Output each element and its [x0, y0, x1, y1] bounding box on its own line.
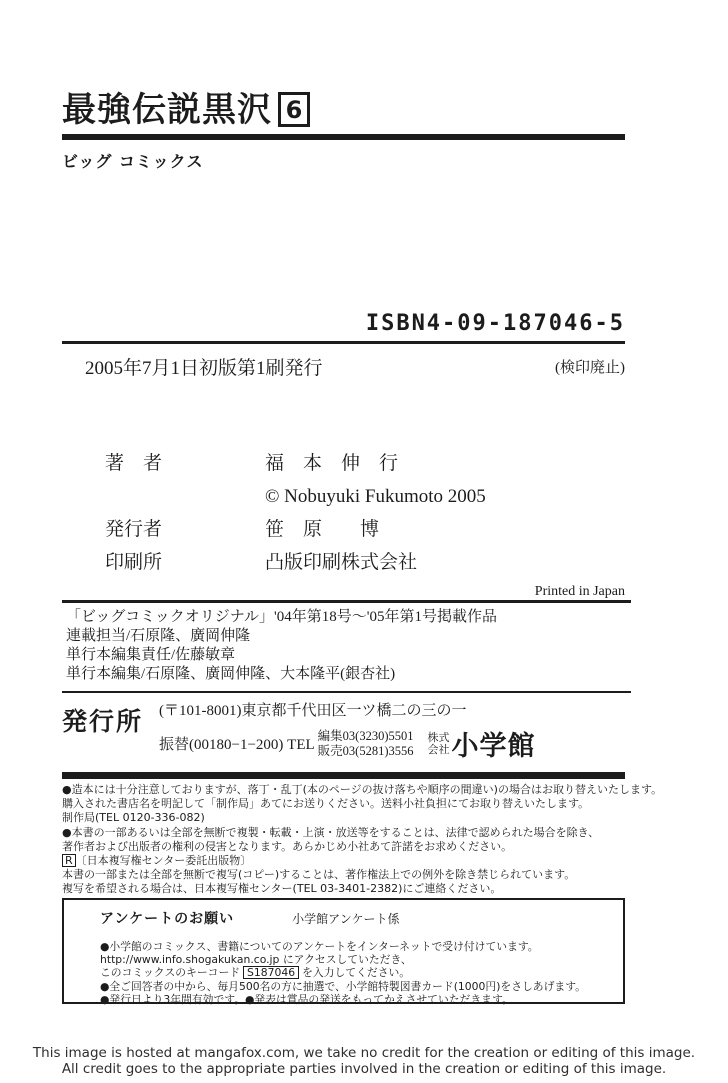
reproduction-notice-line1: ●本書の一部あるいは全部を無断で複製・転載・上演・放送等をすることは、法律で認められた場合を除き、 [62, 825, 600, 839]
book-title: 最強伝説黒沢 [62, 90, 272, 130]
isbn-block [62, 312, 625, 380]
survey-header [100, 908, 615, 928]
photocopy-notice-line1: 本書の一部または全部を無断で複写(コピー)することは、著作権法上での例外を除き禁じられています。 [62, 868, 576, 882]
publisher-contact-row [159, 724, 625, 763]
telephone-numbers [318, 729, 414, 759]
volume-number-box [278, 92, 310, 127]
serialization-source: 「ビッグコミックオリジナル」'04年第18号〜'05年第1号掲載作品 [66, 609, 497, 625]
printer-name: 凸版印刷株式会社 [265, 552, 418, 573]
survey-heading: アンケートのお願い [100, 911, 235, 927]
survey-line-keycode [100, 966, 615, 979]
printer-label: 印刷所 [105, 552, 163, 573]
binding-notice-line2: 購入された書店名を明記して「制作局」あてにお送りください。送料小社負担にてお取り替えいたします。 [62, 797, 590, 811]
survey-line-internet: ●小学館のコミックス、書籍についてのアンケートをインターネットで受け付けています。 [100, 940, 539, 953]
volume-editor-in-chief: 単行本編集責任/佐藤敏章 [66, 647, 236, 663]
publishing-office-details [159, 699, 625, 763]
serialization-block [62, 600, 631, 693]
title-underline [62, 134, 625, 140]
tel-sales: 販売03(5281)3556 [317, 743, 414, 758]
seal-abolition-note: (検印廃止) [555, 360, 625, 377]
survey-request-box [62, 898, 625, 1004]
credits-block [62, 452, 625, 600]
serialization-editors: 連載担当/石原隆、廣岡伸隆 [66, 628, 251, 644]
publisher-address: (〒101-8001)東京都千代田区一ツ橋二の三の一 [159, 703, 467, 719]
volume-editors: 単行本編集/石原隆、廣岡伸隆、大本隆平(銀杏社) [66, 666, 396, 682]
survey-recipient: 小学館アンケート係 [292, 912, 400, 926]
legal-notices-block [62, 783, 663, 897]
title-block [62, 92, 625, 172]
jrrc-text: 〔日本複写権センター委託出版物〕 [75, 854, 252, 868]
copyright-line: © Nobuyuki Fukumoto 2005 [265, 486, 486, 507]
company-type-bottom: 会社 [427, 742, 450, 756]
company-logo-text [427, 724, 535, 763]
keycode-value-box: S187046 [243, 966, 299, 979]
photocopy-notice-line2: 複写を希望される場合は、日本複写権センター(TEL 03-3401-2382)にご連絡ください。 [62, 882, 502, 896]
survey-line-validity: ●発行日より3年間有効です。●発表は賞品の発送をもってかえさせていただきます。 [100, 992, 513, 1006]
printer-row [62, 551, 625, 575]
hosting-disclaimer [0, 1045, 728, 1077]
publisher-name: 笹 原 博 [265, 519, 380, 540]
title-row [62, 90, 625, 130]
volume-number: 6 [285, 95, 303, 124]
publishing-office-block [62, 693, 625, 763]
jrrc-line [62, 854, 625, 868]
edition-row [62, 353, 625, 380]
publisher-label: 発行者 [105, 519, 163, 540]
binding-notice-line1: ●造本には十分注意しておりますが、落丁・乱丁(本のページの抜け落ちや順序の間違い)の場合はお取り替えいたします。 [62, 783, 663, 796]
publisher-row [62, 518, 625, 542]
postal-transfer-account: 振替(00180−1−200) TEL [159, 737, 315, 753]
keycode-prefix: このコミックスのキーコード [100, 966, 241, 980]
keycode-suffix: を入力してください。 [302, 966, 411, 980]
series-label: ビッグ コミックス [62, 152, 204, 171]
reproduction-notice-line2: 著作者および出版者の権利の侵害となります。あらかじめ小社あて許諾をお求めください。 [62, 839, 513, 853]
hosting-disclaimer-line1: This image is hosted at mangafox.com, we take no credit for the creation or editing of this image. [32, 1045, 696, 1061]
survey-body [100, 940, 615, 1006]
company-type-stack [427, 732, 449, 756]
printed-in-japan: Printed in Japan [534, 584, 625, 599]
company-name: 小学館 [451, 731, 536, 762]
production-bureau-tel: 制作局(TEL 0120-336-082) [62, 811, 205, 825]
author-name: 福 本 伸 行 [265, 453, 399, 474]
tel-editorial: 編集03(3230)5501 [317, 728, 414, 743]
publishing-office-label: 発行所 [62, 707, 144, 736]
registered-mark-box: R [62, 854, 76, 867]
author-label: 著 者 [105, 453, 163, 474]
hosting-disclaimer-line2: All credit goes to the appropriate parties involved in the creation or editing of this image. [61, 1061, 667, 1077]
survey-line-lottery: ●全ご回答者の中から、毎月500名の方に抽選で、小学館特製図書カード(1000円)をさしあげます。 [100, 979, 586, 993]
survey-line-url: http://www.info.shogakukan.co.jp にアクセスしていただき、 [100, 953, 412, 967]
edition-date: 2005年7月1日初版第1刷発行 [85, 358, 323, 380]
isbn-number: ISBN4-09-187046-5 [365, 311, 625, 336]
author-row [62, 452, 625, 476]
isbn-underline [62, 341, 625, 344]
company-type-top: 株式 [427, 730, 450, 744]
section-divider-bar [62, 772, 625, 779]
